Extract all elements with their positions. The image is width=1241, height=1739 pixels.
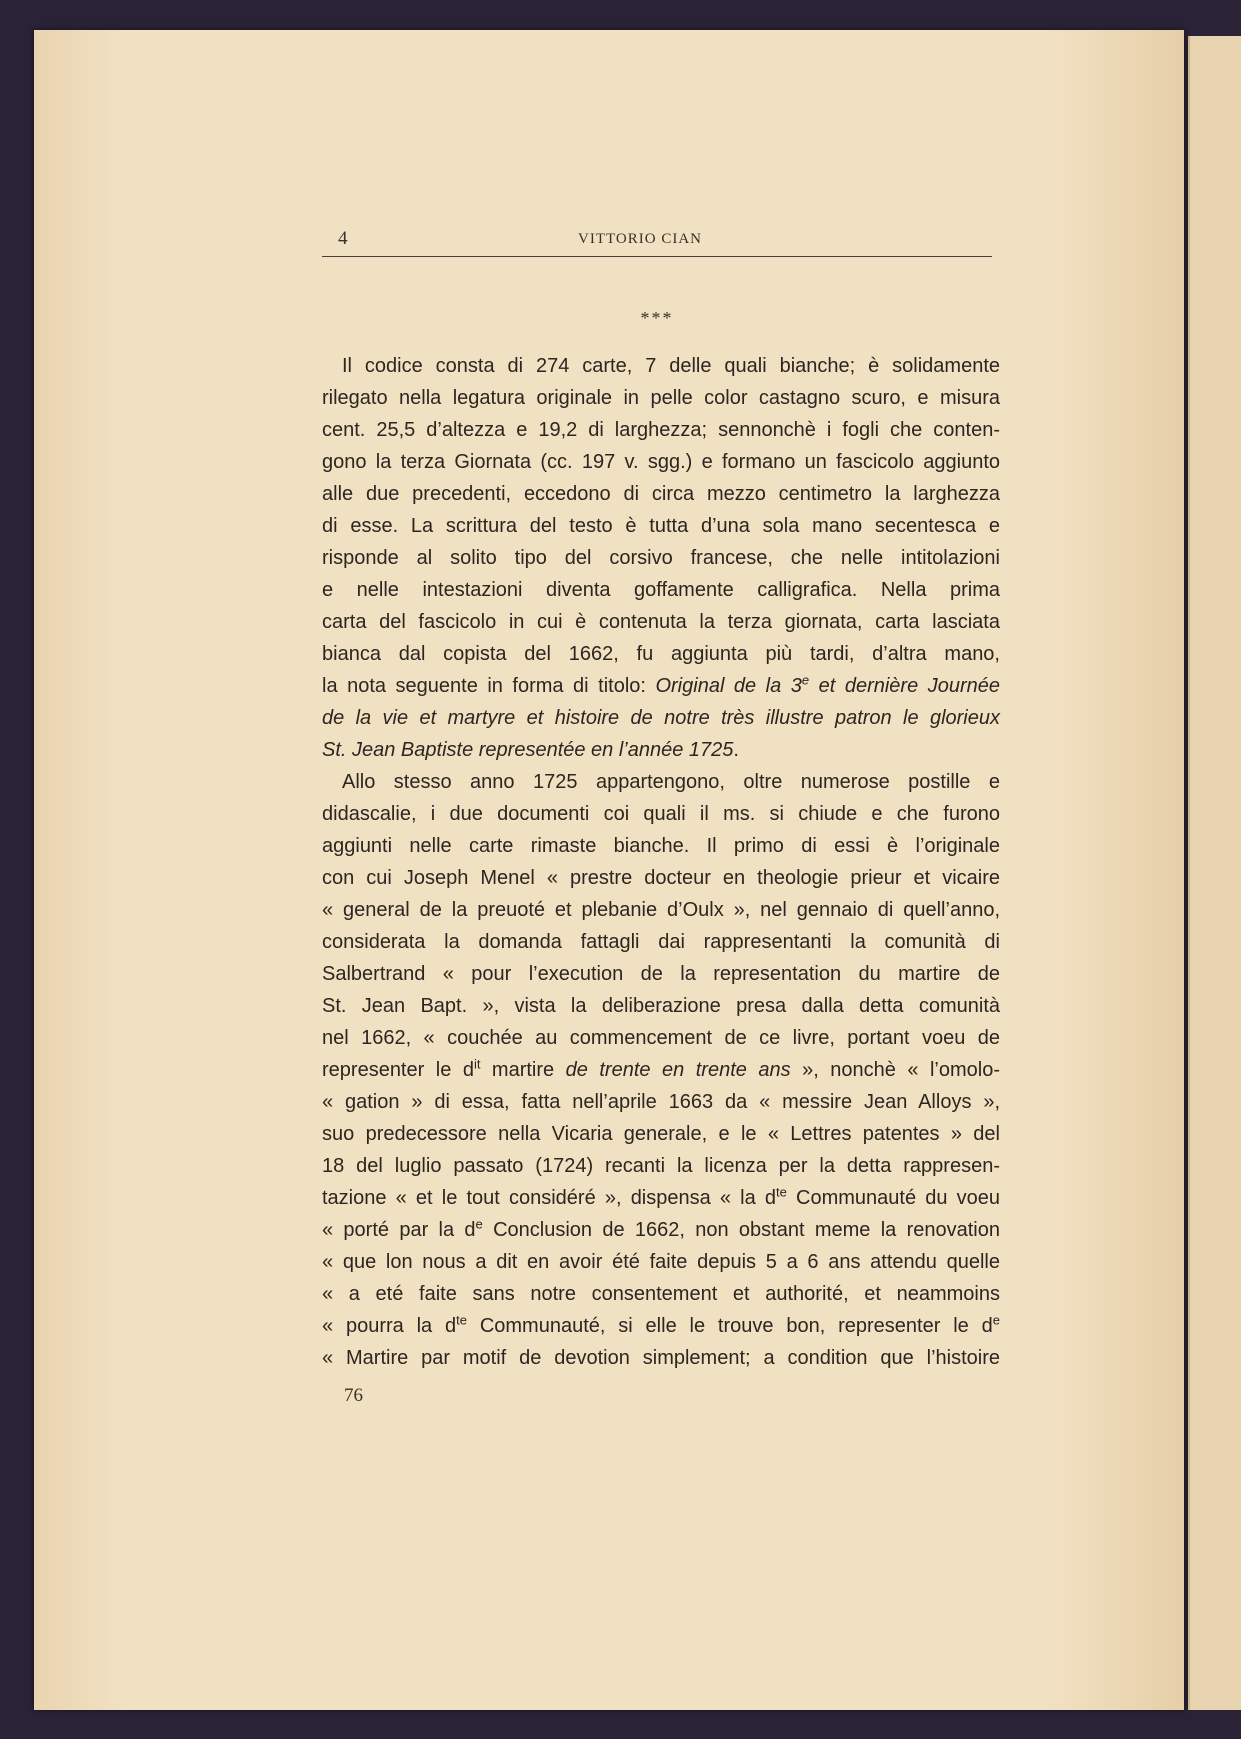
text-line (322, 862, 1000, 894)
text-line (322, 1214, 1000, 1246)
superscript: e (992, 1312, 1000, 1328)
text-segment: gono la terza Giornata (cc. 197 v. sgg.) e formano un fascicolo aggiunto (322, 451, 1000, 473)
text-line (322, 926, 1000, 958)
superscript: te (776, 1184, 787, 1200)
text-segment: didascalie, i due documenti coi quali il ms. si chiude e che furono (322, 803, 1000, 825)
text-line (322, 702, 1000, 734)
superscript: e (801, 672, 810, 688)
text-line (322, 894, 1000, 926)
text-line (322, 734, 1000, 766)
text-segment: », nonchè « l’omolo- (790, 1059, 1000, 1081)
text-segment: e nelle intestazioni diventa goffamente calligrafica. Nella prima (322, 579, 1000, 601)
text-line (322, 1342, 1000, 1374)
text-segment: Original de la 3 (655, 675, 802, 697)
text-line (322, 1246, 1000, 1278)
text-segment: suo predecessore nella Vicaria generale, e le « Lettres patentes » del (322, 1123, 1000, 1145)
text-segment: martire (480, 1059, 566, 1081)
text-line (322, 958, 1000, 990)
text-segment: la nota seguente in forma di titolo: (322, 675, 656, 697)
text-segment: 18 del luglio passato (1724) recanti la licenza per la detta rappresen- (322, 1155, 1000, 1177)
text-segment: representer le d (322, 1059, 474, 1081)
text-segment: « porté par la d (322, 1219, 476, 1241)
text-line (322, 990, 1000, 1022)
superscript: te (456, 1312, 467, 1328)
adjacent-page-edge (1188, 36, 1241, 1710)
text-line (322, 414, 1000, 446)
text-segment: alle due precedenti, eccedono di circa mezzo centimetro la larghezza (322, 483, 1000, 505)
text-line (322, 1310, 1000, 1342)
text-line (322, 638, 1000, 670)
text-line (322, 1022, 1000, 1054)
text-segment: nel 1662, « couchée au commencement de ce livre, portant voeu de (322, 1027, 1000, 1049)
text-line (322, 1118, 1000, 1150)
text-segment: « pourra la d (322, 1315, 457, 1337)
header-rule (322, 256, 992, 257)
text-line (322, 1086, 1000, 1118)
text-line (322, 606, 1000, 638)
signature-number: 76 (344, 1385, 363, 1406)
section-separator: *** (640, 308, 674, 328)
text-segment: « Martire par motif de devotion simplement; a condition que l’histoire (322, 1347, 1000, 1369)
text-segment: cent. 25,5 d’altezza e 19,2 di larghezza; sennonchè i fogli che conten- (322, 419, 1000, 441)
running-title: VITTORIO CIAN (578, 231, 702, 247)
text-segment: Allo stesso anno 1725 appartengono, oltre numerose postille e (342, 771, 1000, 793)
text-line (322, 350, 1000, 382)
text-segment: Conclusion de 1662, non obstant meme la renovation (482, 1219, 1001, 1241)
text-segment: aggiunti nelle carte rimaste bianche. Il primo di essi è l’originale (322, 835, 1000, 857)
text-segment: risponde al solito tipo del corsivo francese, che nelle intitolazioni (322, 547, 1000, 569)
text-segment: « que lon nous a dit en avoir été faite depuis 5 a 6 ans attendu quelle (322, 1251, 1000, 1273)
text-line (322, 1054, 1000, 1086)
text-segment: et dernière Journée (809, 675, 1000, 697)
text-segment: rilegato nella legatura originale in pelle color castagno scuro, e misura (322, 387, 1000, 409)
text-segment: bianca dal copista del 1662, fu aggiunta più tardi, d’altra mano, (322, 643, 1000, 665)
text-line (322, 830, 1000, 862)
text-segment: carta del fascicolo in cui è contenuta la terza giornata, carta lasciata (322, 611, 1000, 633)
text-line (322, 1182, 1000, 1214)
text-segment: Salbertrand « pour l’execution de la representation du martire de (322, 963, 1000, 985)
text-line (322, 1150, 1000, 1182)
text-line (322, 670, 1000, 702)
text-segment: St. Jean Baptiste representée en l’année 1725 (322, 739, 734, 761)
text-segment: de trente en trente ans (565, 1059, 791, 1081)
text-segment: Communauté, si elle le trouve bon, representer le d (466, 1315, 993, 1337)
text-line (322, 798, 1000, 830)
text-segment: . (733, 739, 739, 761)
text-segment: Il codice consta di 274 carte, 7 delle quali bianche; è solidamente (342, 355, 1000, 377)
text-segment: St. Jean Bapt. », vista la deliberazione presa dalla detta comunità (322, 995, 1000, 1017)
superscript: e (475, 1216, 483, 1232)
text-segment: Communauté du voeu (786, 1187, 1001, 1209)
text-segment: de la vie et martyre et histoire de notre très illustre patron le glorieux (322, 707, 1000, 729)
text-segment: tazione « et le tout considéré », dispensa « la d (322, 1187, 777, 1209)
text-line (322, 446, 1000, 478)
text-line (322, 574, 1000, 606)
text-segment: considerata la domanda fattagli dai rappresentanti la comunità di (322, 931, 1000, 953)
page-number: 4 (338, 228, 348, 249)
text-segment: « a eté faite sans notre consentement et authorité, et neammoins (322, 1283, 1000, 1305)
body-text (322, 350, 1000, 1374)
text-segment: con cui Joseph Menel « prestre docteur en theologie prieur et vicaire (322, 867, 1000, 889)
text-line (322, 510, 1000, 542)
text-line (322, 542, 1000, 574)
text-segment: di esse. La scrittura del testo è tutta d’una sola mano secentesca e (322, 515, 1000, 537)
text-line (322, 382, 1000, 414)
text-line (322, 478, 1000, 510)
text-segment: « gation » di essa, fatta nell’aprile 1663 da « messire Jean Alloys », (322, 1091, 1000, 1113)
superscript: it (473, 1056, 481, 1072)
text-line (322, 766, 1000, 798)
text-segment: « general de la preuoté et plebanie d’Oulx », nel gennaio di quell’anno, (322, 899, 1000, 921)
text-line (322, 1278, 1000, 1310)
